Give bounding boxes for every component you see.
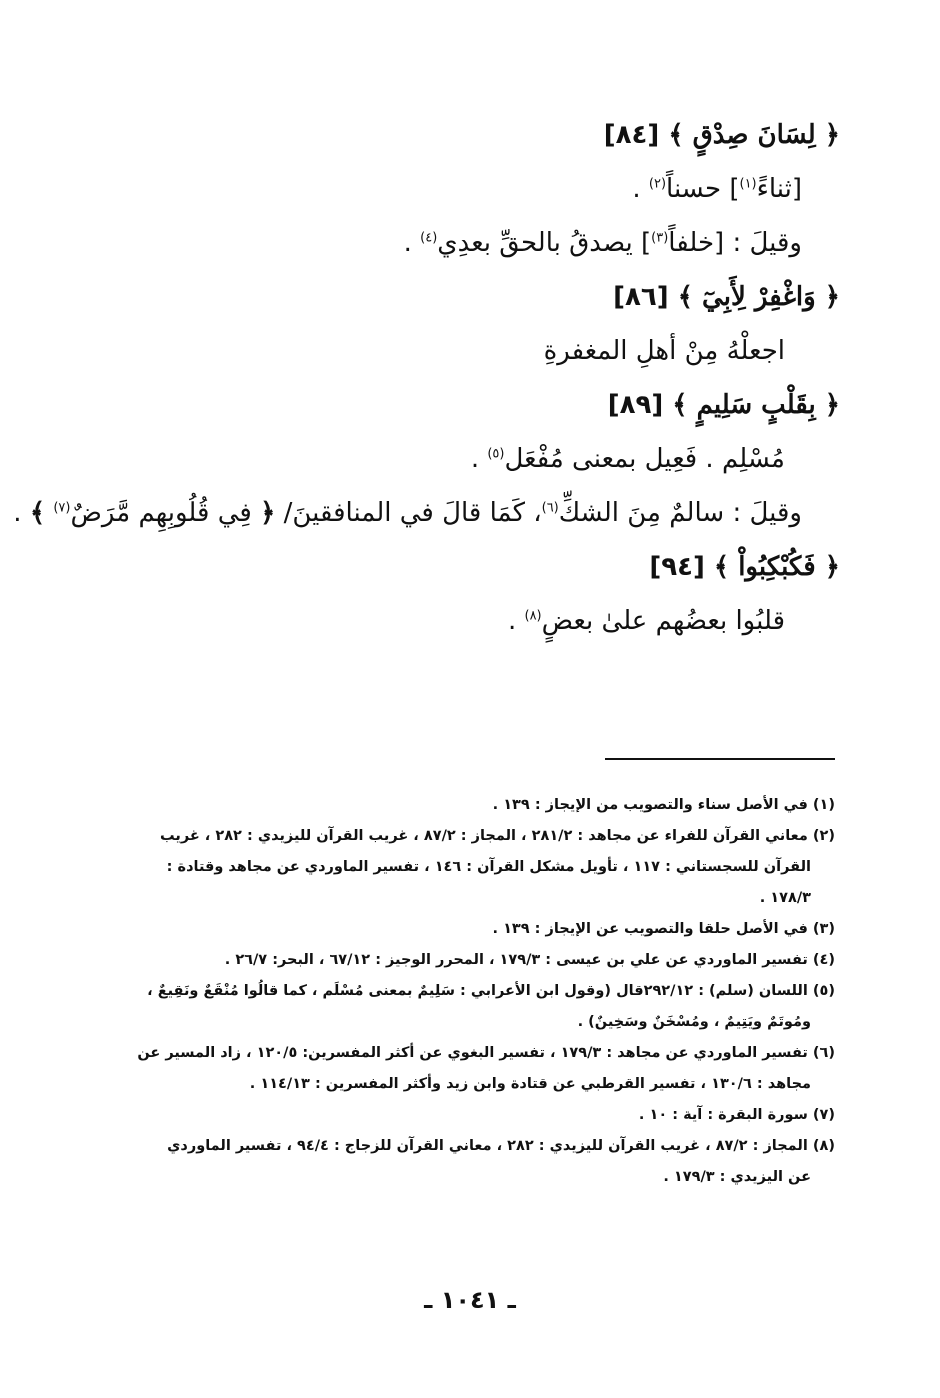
ornate-bracket-close: ﴾ <box>672 390 688 420</box>
footnote-text: (٨) المجاز : ٨٧/٢ ، غريب القرآن لليزيدي : ٢٨٢ ، معاني القرآن للزجاج : ٩٤/٤ ، تفسير الماوردي <box>167 1138 835 1154</box>
ornate-bracket-close: ﴾ <box>713 552 730 582</box>
entry-heading <box>120 270 840 324</box>
quran-word: بِقَلْبٍ سَلِيمٍ <box>696 390 816 420</box>
footnote-continuation: عن اليزيدي : ١٧٩/٣ . <box>663 1169 811 1185</box>
quran-word: فَكُبْكِبُواْ <box>738 552 816 582</box>
footnote-text: (٥) اللسان (سلم) : ٢٩٢/١٢قال (وقول ابن الأعرابي : سَلِيمٌ بمعنى مُسْلَم ، كما قالُوا مُنْقَعٌ ونَقِيعٌ ، <box>147 983 835 999</box>
ornate-bracket-open: ﴿ <box>824 282 840 312</box>
text-segment: ] يصدقُ بالحقِّ بعدِي <box>437 228 652 258</box>
ornate-bracket-close: ﴾ <box>29 498 46 528</box>
text-segment: ، كَمَا قالَ في المنافقينَ/ <box>283 498 542 528</box>
footnote <box>130 821 835 914</box>
footnote <box>130 914 835 945</box>
footnote-marker: (٧) <box>53 500 71 516</box>
text-segment: اجعلْهُ مِنْ أهلِ المغفرةِ <box>543 336 785 366</box>
footnote-text: (٤) تفسير الماوردي عن علي بن عيسى : ١٧٩/٣ ، المحرر الوجيز : ٦٧/١٢ ، البحر: ٢٦/٧ . <box>224 952 835 968</box>
footnote <box>130 945 835 976</box>
explanation-line <box>120 216 840 270</box>
text-segment: . <box>13 498 22 528</box>
explanation-line <box>120 432 840 486</box>
text-segment: وقيلَ : سالمٌ مِنَ الشكِّ <box>558 498 802 528</box>
entry-heading <box>120 540 840 594</box>
footnote-text: (٧) سورة البقرة : آية : ١٠ . <box>638 1107 835 1123</box>
text-segment: قلبُوا بعضُهم علىٰ بعضٍ <box>541 606 785 636</box>
footnote-text: (٢) معاني القرآن للفراء عن مجاهد : ٢٨١/٢ ، المجاز : ٨٧/٢ ، غريب القرآن لليزيدي : ٢٨٢ ، غريب <box>160 828 835 844</box>
verse-reference: [٨٩] <box>607 390 664 420</box>
footnote-marker: (٤) <box>420 230 438 246</box>
footnote-separator <box>605 758 835 760</box>
text-segment: [ثناءً <box>756 174 802 204</box>
main-text <box>13 108 840 648</box>
footnote <box>130 790 835 821</box>
verse-reference: [٩٤] <box>649 552 705 582</box>
footnote-continuation: ومُوتَمٌ ويَتِيمٌ ، ومُسْخَنٌ وسَخِينٌ) . <box>577 1014 811 1030</box>
footnote-text: (٣) في الأصل حلقا والتصويب عن الإيجاز : ١٣٩ . <box>492 921 835 937</box>
footnote <box>130 976 835 1038</box>
footnote-text: (٦) تفسير الماوردي عن مجاهد : ١٧٩/٣ ، تفسير البغوي عن أكثر المفسرين: ١٢٠/٥ ، زاد المسير عن <box>137 1045 835 1061</box>
text-segment: . <box>632 174 649 204</box>
explanation-line <box>120 324 840 378</box>
ornate-bracket-close: ﴾ <box>668 120 684 150</box>
ornate-bracket-open: ﴿ <box>824 390 840 420</box>
explanation-line <box>13 486 840 540</box>
footnote-continuation: القرآن للسجستاني : ١١٧ ، تأويل مشكل القرآن : ١٤٦ ، تفسير الماوردي عن مجاهد وقتادة : <box>166 859 811 875</box>
ornate-bracket-open: ﴿ <box>260 498 276 528</box>
footnote-marker: (٥) <box>487 446 505 462</box>
text-segment: ] حسناً <box>666 174 740 204</box>
ornate-bracket-open: ﴿ <box>824 120 840 150</box>
footnote-continuation: مجاهد : ١٣٠/٦ ، تفسير القرطبي عن قتادة وابن زيد وأكثر المفسرين : ١١٤/١٣ . <box>249 1076 811 1092</box>
footnote-marker: (١) <box>739 176 757 192</box>
ornate-bracket-close: ﴾ <box>677 282 693 312</box>
text-segment: . <box>403 228 421 258</box>
verse-reference: [٨٤] <box>603 120 660 150</box>
footnote-marker: (٨) <box>524 608 542 624</box>
entry-heading <box>120 108 840 162</box>
footnote-marker: (٣) <box>651 230 669 246</box>
quran-quote: فِي قُلُوبِهِم مَّرَضٌ <box>70 498 252 528</box>
text-segment: وقيلَ : [خلفاً <box>668 228 802 258</box>
footnote-text: (١) في الأصل سناء والتصويب من الإيجاز : ١٣٩ . <box>492 797 835 813</box>
explanation-line <box>120 162 840 216</box>
footnote-continuation: ١٧٨/٣ . <box>759 890 811 906</box>
footnote-marker: (٢) <box>648 176 667 192</box>
explanation-line <box>120 594 840 648</box>
footnote <box>130 1131 835 1193</box>
footnotes <box>130 790 835 1193</box>
footnote <box>130 1100 835 1131</box>
footnote <box>130 1038 835 1100</box>
text-segment: . <box>507 606 525 636</box>
quran-word: لِسَانَ صِدْقٍ <box>692 120 816 150</box>
verse-reference: [٨٦] <box>613 282 669 312</box>
entry-heading <box>120 378 840 432</box>
footnote-marker: (٦) <box>541 500 559 516</box>
text-segment: مُسْلِم . فَعِيل بمعنى مُفْعَل <box>504 444 785 474</box>
quran-word: وَاغْفِرْ لِأَبِيٓ <box>702 282 816 312</box>
ornate-bracket-open: ﴿ <box>824 552 840 582</box>
text-segment: . <box>470 444 488 474</box>
page-number: ـ ١٠٤١ ـ <box>424 1286 516 1314</box>
